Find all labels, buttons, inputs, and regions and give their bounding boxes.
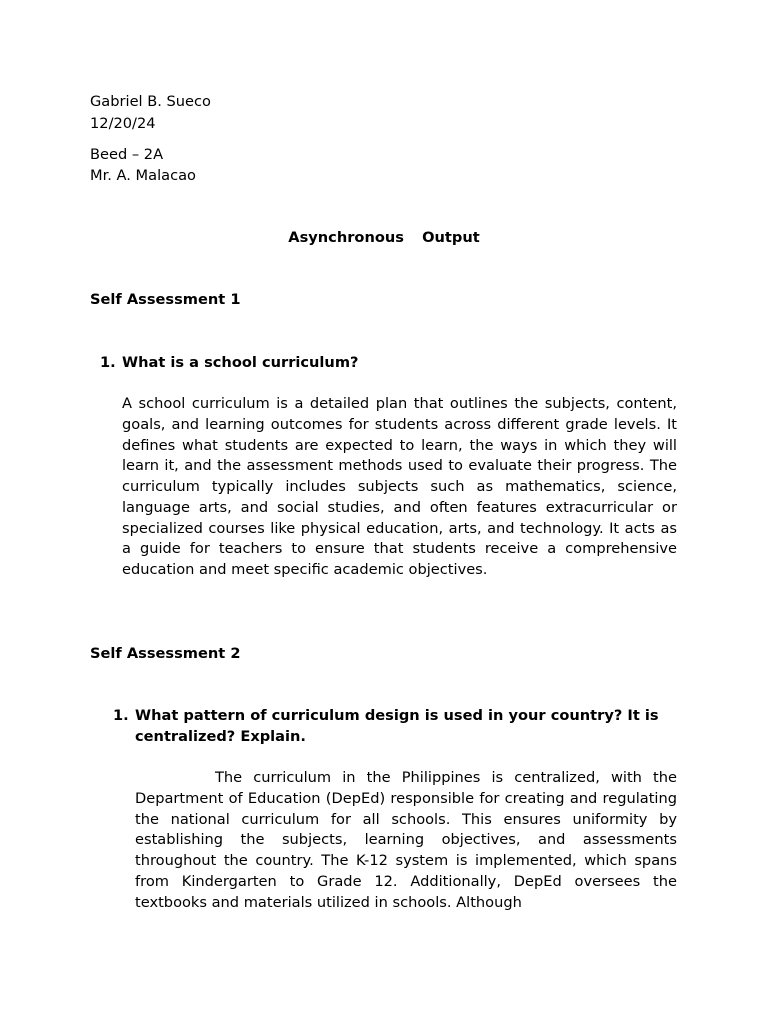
student-name: Gabriel B. Sueco	[90, 93, 211, 110]
document-title: Asynchronous Output	[288, 229, 480, 246]
instructor-name: Mr. A. Malacao	[90, 167, 196, 184]
assessment-2-heading: Self Assessment 2	[90, 645, 241, 662]
course-section: Beed – 2A	[90, 146, 164, 163]
assessment-1-question	[100, 352, 677, 373]
assessment-2-question-text: What pattern of curriculum design is used in your country? It is centralized? Explain.	[135, 707, 659, 745]
assessment-1-answer: A school curriculum is a detailed plan that outlines the subjects, content, goals, and learning outcomes for students across different grade levels. It defines what students are expected to learn, the ways in which they will learn it, and the assessment methods used to evaluate their progress. The curriculum typically includes subjects such as mathematics, science, language arts, and social studies, and often features extracurricular or specialized courses like physical education, arts, and technology. It acts as a guide for teachers to ensure that students receive a comprehensive education and meet specific academic objectives.	[122, 395, 677, 578]
assessment-2-question	[113, 705, 677, 747]
assessment-2-question-number: 1.	[113, 707, 129, 724]
submission-date: 12/20/24	[90, 115, 156, 132]
assessment-1-heading: Self Assessment 1	[90, 291, 241, 308]
assessment-1-question-number: 1.	[100, 354, 116, 371]
assessment-2-answer: The curriculum in the Philippines is centralized, with the Department of Education (DepEd) responsible for creating and regulating the national curriculum for all schools. This ensures uniformity by establishing the subjects, learning objectives, and assessments throughout the country. The K-12 system is implemented, which spans from Kindergarten to Grade 12. Additionally, DepEd oversees the textbooks and materials utilized in schools. Although	[135, 769, 677, 911]
assessment-1-question-text: What is a school curriculum?	[122, 354, 359, 371]
